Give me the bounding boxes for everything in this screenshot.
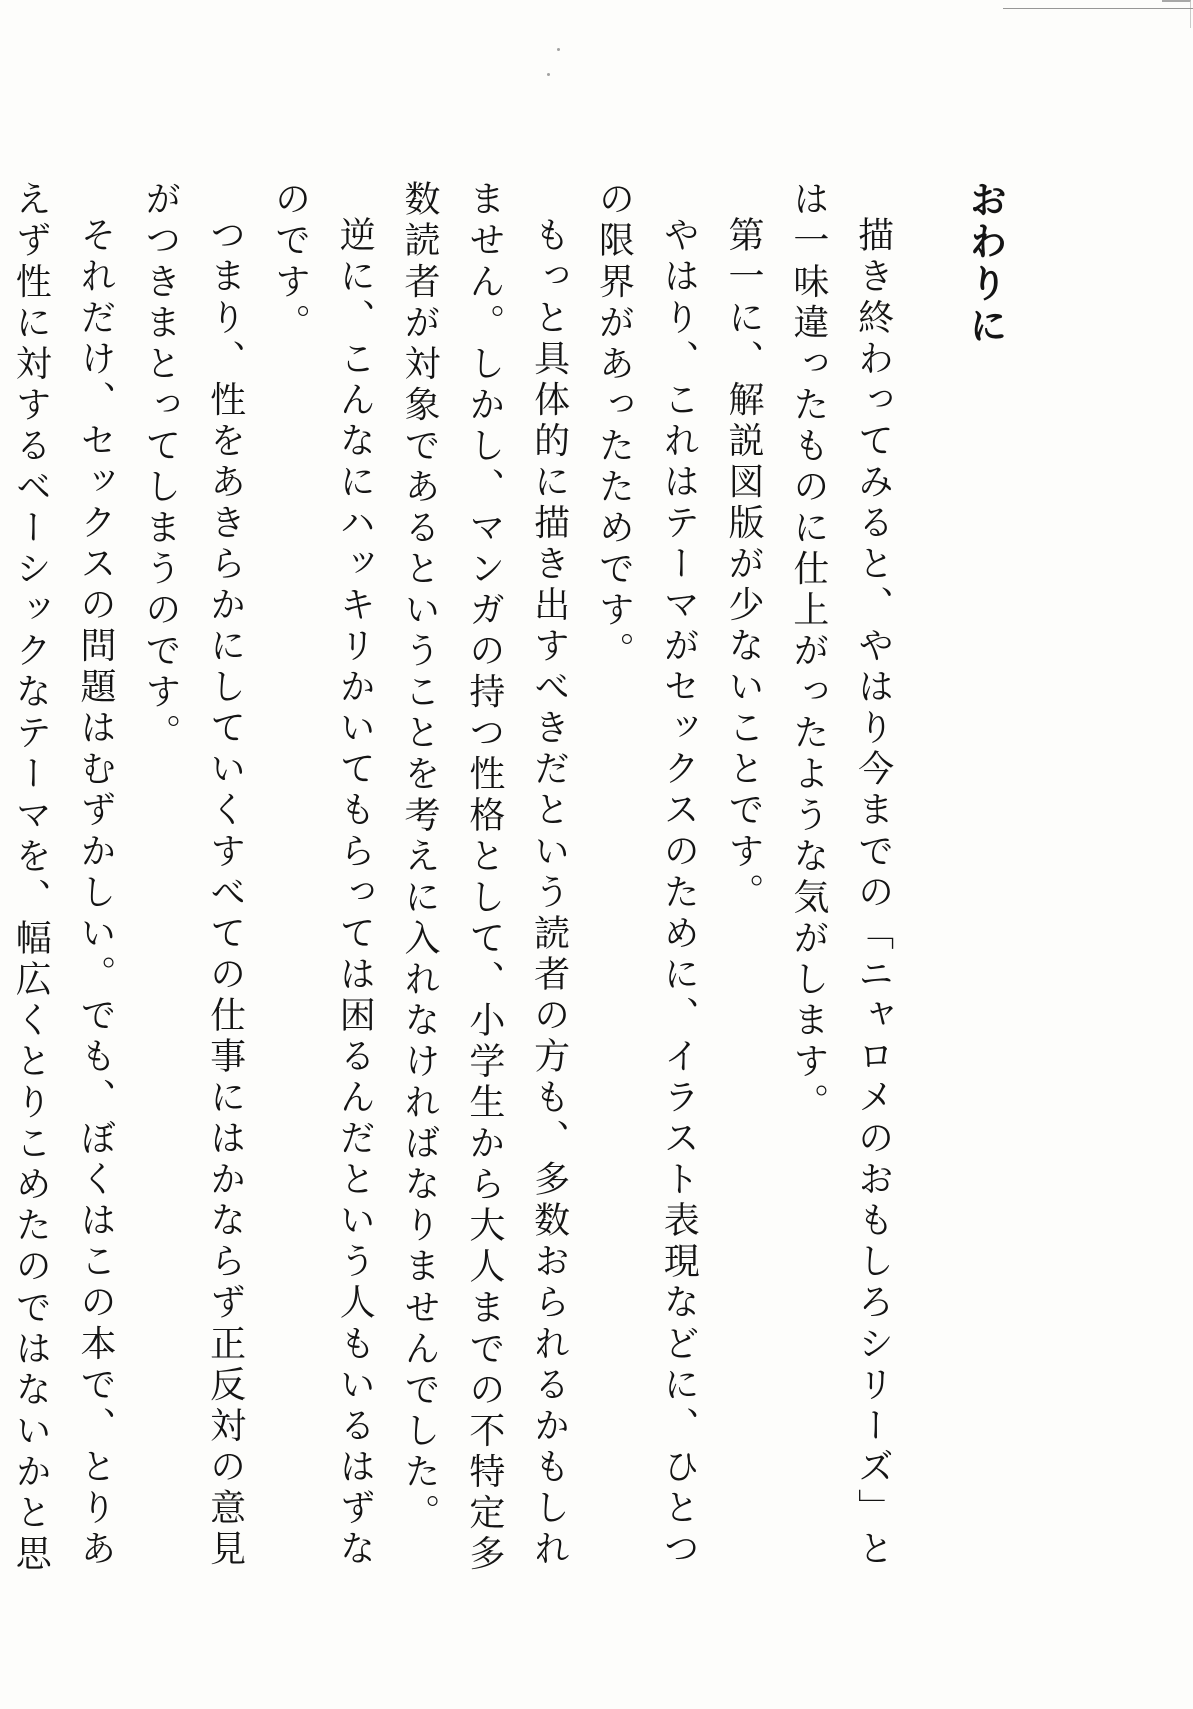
paragraph-3: やはり、これはテーマがセックスのために、イラスト表現などに、ひとつの限界があったためです。 [593, 180, 700, 1571]
vertical-text-block [0, 180, 1019, 1600]
scan-speck [557, 48, 560, 51]
scan-speck [547, 73, 550, 76]
paragraph-1: 描き終わってみると、やはり今までの「ニャロメのおもしろシリーズ」とは一味違ったものに仕上がったような気がします。 [787, 180, 894, 1571]
paragraph-4: もっと具体的に描き出すべきだという読者の方も、多数おられるかもしれません。しかし、マンガの持つ性格として、小学生から大人までの不特定多数読者が対象であるということを考えに入れなければなりませんでした。 [399, 180, 570, 1576]
paragraph-7: それだけ、セックスの問題はむずかしい。でも、ぼくはこの本で、とりあえず性に対するベーシックなテーマを、幅広くとりこめたのではないかと思 [10, 180, 117, 1576]
scan-corner-mark [1162, 0, 1191, 28]
paragraph-2: 第一に、解説図版が少ないことです。 [723, 216, 765, 914]
paragraph-5: 逆に、こんなにハッキリかいてもらっては困るんだという人もいるはずなのです。 [269, 180, 376, 1571]
paragraph-6: つまり、性をあきらかにしていくすべての仕事にはかならず正反対の意見がつきまとってしまうのです。 [139, 180, 246, 1571]
page-title: おわりに [963, 180, 1008, 348]
